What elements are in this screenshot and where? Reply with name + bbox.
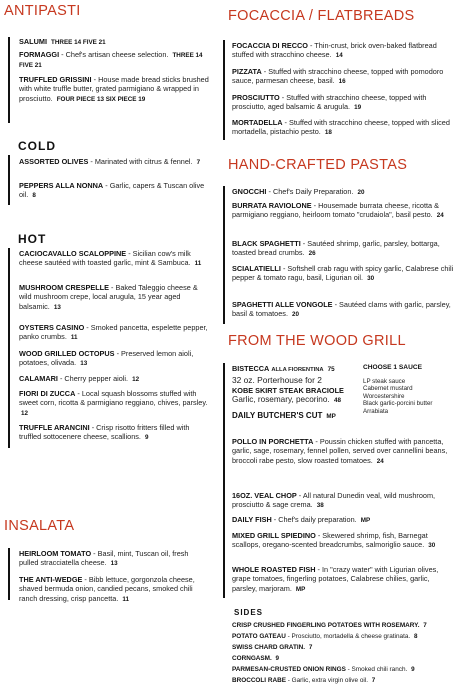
sauce-option: Arrabiata bbox=[363, 407, 389, 415]
side-item: CRISP CRUSHED FINGERLING POTATOES WITH ROSEMARY. 7 bbox=[232, 622, 427, 629]
sides-header: SIDES bbox=[234, 608, 264, 617]
insalata-header: INSALATA bbox=[4, 518, 75, 534]
menu-item: MORTADELLA - Stuffed with stracchino cheese, topped with sliced mortadella, pistachio pesto. 18 bbox=[232, 118, 450, 137]
side-item: POTATO GATEAU - Prosciutto, mortadella & cheese gratinata. 8 bbox=[232, 633, 418, 640]
side-item: BROCCOLI RABE - Garlic, extra virgin olive oil. 7 bbox=[232, 677, 376, 684]
item-name: SALUMI bbox=[19, 37, 47, 46]
wood-grill-header: FROM THE WOOD GRILL bbox=[228, 333, 406, 349]
kobe-item: KOBE SKIRT STEAK BRACIOLE Garlic, rosemary, pecorino. 48 bbox=[232, 386, 344, 405]
menu-item: ASSORTED OLIVES - Marinated with citrus & fennel. 7 bbox=[19, 157, 201, 166]
sauce-title: CHOOSE 1 SAUCE bbox=[363, 364, 422, 371]
focaccia-bar bbox=[223, 40, 225, 140]
menu-item: BURRATA RAVIOLONE - Housemade burrata cheese, ricotta & parmigiano reggiano, heirloom tomato "crudaiola", basil pesto. 24 bbox=[232, 201, 444, 220]
bistecca-item: BISTECCA ALLA FIORENTINA 75 32 oz. Porterhouse for 2 bbox=[232, 364, 335, 386]
menu-item: HEIRLOOM TOMATO - Basil, mint, Tuscan oil, fresh pulled stracciatella cheese. 13 bbox=[19, 549, 189, 568]
insalata-bar bbox=[8, 548, 10, 600]
side-item: SWISS CHARD GRATIN. 7 bbox=[232, 644, 313, 651]
sauce-option: Worcestershire bbox=[363, 392, 405, 400]
menu-item: PEPPERS ALLA NONNA - Garlic, capers & Tuscan olive oil. 8 bbox=[19, 181, 205, 200]
hot-header: HOT bbox=[18, 232, 47, 246]
menu-item: PIZZATA - Stuffed with stracchino cheese, topped with pomodoro sauce, parmesan cheese, basil. 16 bbox=[232, 67, 444, 86]
menu-item: CACIOCAVALLO SCALOPPINE - Sicilian cow's milk cheese sautéed with toasted garlic, mint & Sambuca. 11 bbox=[19, 249, 202, 268]
menu-item: MUSHROOM CRESPELLE - Baked Taleggio cheese & wild mushroom crepe, local arugula, 15 year aged balsamic. 13 bbox=[19, 283, 198, 311]
pastas-header: HAND-CRAFTED PASTAS bbox=[228, 157, 408, 173]
menu-item: FOCACCIA DI RECCO - Thin-crust, brick oven-baked flatbread stuffed with stracchino cheese. 14 bbox=[232, 41, 437, 60]
menu-item: TRUFFLED GRISSINI - House made bread sticks brushed with white truffle butter, grated parmigiano & wrapped in prosciutto. FOUR PIECE 13 SIX PIECE 19 bbox=[19, 75, 209, 103]
hot-bar bbox=[8, 248, 10, 448]
side-item: CORNGASM. 9 bbox=[232, 655, 280, 662]
menu-item: CALAMARI - Cherry pepper aioli. 12 bbox=[19, 374, 140, 383]
pastas-bar bbox=[223, 186, 225, 324]
menu-item: PROSCIUTTO - Stuffed with stracchino cheese, topped with prosciutto, aged balsamic & arugula. 19 bbox=[232, 93, 427, 112]
wood-grill-bar bbox=[223, 363, 225, 598]
menu-item: DAILY FISH - Chef's daily preparation. MP bbox=[232, 515, 371, 524]
side-item: PARMESAN-CRUSTED ONION RINGS - Smoked chili ranch. 9 bbox=[232, 666, 415, 673]
menu-item: SPAGHETTI ALLE VONGOLE - Sautéed clams with garlic, parsley, basil & tomatoes. 20 bbox=[232, 300, 451, 319]
menu-item: SCIALATIELLI - Softshell crab ragu with spicy garlic, Calabrese chili pepper & tomato ragu, basil, Ligurian oil. 30 bbox=[232, 264, 454, 283]
menu-item: POLLO IN PORCHETTA - Poussin chicken stuffed with pancetta, garlic, sage, rosemary, fennel pollen, served over cannellini beans, broccoli rabe pesto, slow roasted tomatoes. 24 bbox=[232, 437, 448, 465]
sauce-box bbox=[363, 364, 453, 416]
menu-item: OYSTERS CASINO - Smoked pancetta, espelette pepper, panko crumbs. 11 bbox=[19, 323, 208, 342]
sauce-option: Cabernet mustard bbox=[363, 385, 413, 393]
antipasti-bar bbox=[8, 37, 10, 123]
menu-item: TRUFFLE ARANCINI - Crisp risotto fritters filled with truffled sottocenere cheese, scallions. 9 bbox=[19, 423, 190, 442]
focaccia-header: FOCACCIA / FLATBREADS bbox=[228, 8, 415, 24]
cold-header: COLD bbox=[18, 139, 56, 153]
sauce-option: LP steak sauce bbox=[363, 377, 406, 385]
menu-item: FORMAGGI - Chef's artisan cheese selection. THREE 14 FIVE 21 bbox=[19, 50, 203, 70]
butcher-item: DAILY BUTCHER'S CUT MP bbox=[232, 411, 336, 420]
sauce-option: Black garlic-porcini butter bbox=[363, 400, 433, 408]
menu-item: THE ANTI-WEDGE - Bibb lettuce, gorgonzola cheese, shaved bermuda onion, candied pecans, smoked chili ranch dressing, crisp pancetta. 11 bbox=[19, 575, 195, 603]
menu-item: MIXED GRILL SPIEDINO - Skewered shrimp, fish, Barnegat scallops, oregano-scented breadcrumbs, salmoriglio sauce. 30 bbox=[232, 531, 436, 550]
antipasti-header: ANTIPASTI bbox=[4, 3, 81, 19]
menu-item: BLACK SPAGHETTI - Sautéed shrimp, garlic, parsley, bottarga, toasted bread crumbs. 26 bbox=[232, 239, 440, 258]
cold-bar bbox=[8, 155, 10, 205]
menu-item: FIORI DI ZUCCA - Local squash blossoms stuffed with sweet corn, ricotta & parmigiano reggiano, chives, parsley. 12 bbox=[19, 389, 208, 417]
menu-item: WHOLE ROASTED FISH - In "crazy water" with Ligurian olives, grape tomatoes, fingerling potatoes, Calabrese chilies, garlic, parsley, marjoram. MP bbox=[232, 565, 439, 593]
item-price: THREE 14 FIVE 21 bbox=[51, 39, 106, 46]
menu-item: 16OZ. VEAL CHOP - All natural Dunedin veal, wild mushroom, prosciutto & sage crema. 38 bbox=[232, 491, 436, 510]
menu-item: WOOD GRILLED OCTOPUS - Preserved lemon aioli, potatoes, olivada. 13 bbox=[19, 349, 194, 368]
menu-item: GNOCCHI - Chef's Daily Preparation. 20 bbox=[232, 187, 365, 196]
menu-item bbox=[19, 37, 209, 47]
